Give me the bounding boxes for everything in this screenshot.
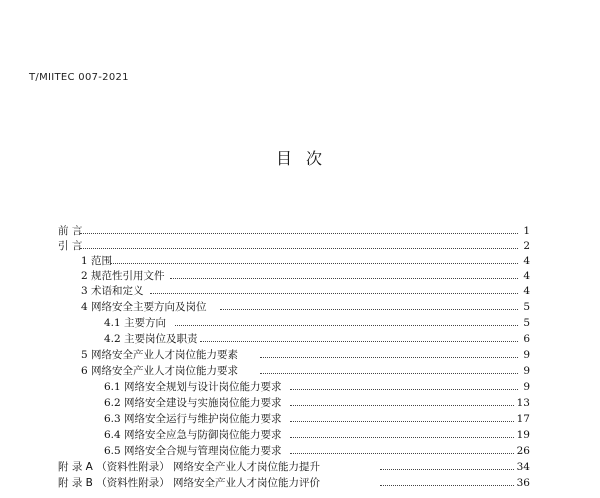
toc-entry-label: 1 范围: [81, 255, 113, 267]
toc-entry-label: 4.1 主要方向: [104, 317, 167, 329]
toc-entry-page: 2: [518, 238, 530, 254]
toc-entry-label: 2 规范性引用文件: [81, 270, 165, 282]
toc-entry-section-6-3[interactable]: [0, 411, 600, 427]
toc-entry-label: 6 网络安全产业人才岗位能力要求: [81, 365, 239, 377]
toc-entry-section-4[interactable]: [0, 299, 600, 315]
toc-entry-page: 19: [516, 429, 530, 441]
toc-leader-dots: [290, 405, 530, 406]
toc-entry-label: 5 网络安全产业人才岗位能力要素: [81, 349, 239, 361]
toc-entry-label: 6.4 网络安全应急与防御岗位能力要求: [104, 429, 282, 441]
toc-entry-section-6-2[interactable]: [0, 395, 600, 411]
toc-entry-page: 4: [518, 268, 530, 284]
toc-entry-page: 26: [516, 445, 530, 457]
toc-leader-dots: [290, 437, 530, 438]
toc-entry-scope[interactable]: [0, 253, 600, 269]
document-id: T/MIITEC 007-2021: [29, 72, 129, 83]
toc-leader-dots: [200, 341, 530, 342]
toc-entry-page: 4: [518, 283, 530, 299]
toc-entry-label: 3 术语和定义: [81, 285, 144, 297]
toc-leader-dots: [110, 263, 530, 264]
toc-leader-dots: [150, 293, 530, 294]
toc-leader-dots: [175, 325, 530, 326]
toc-leader-dots: [170, 278, 530, 279]
toc-entry-section-5[interactable]: [0, 347, 600, 363]
toc-entry-section-6[interactable]: [0, 363, 600, 379]
toc-entry-page: 6: [518, 331, 530, 347]
toc-leader-dots: [80, 248, 530, 249]
toc-entry-label: 6.3 网络安全运行与维护岗位能力要求: [104, 413, 282, 425]
toc-entry-page: 36: [516, 477, 530, 489]
toc-leader-dots: [80, 233, 530, 234]
toc-entry-page: 4: [518, 253, 530, 269]
toc-entry-section-4-2[interactable]: [0, 331, 600, 347]
toc-entry-appendix-b[interactable]: [0, 475, 600, 491]
toc-entry-page: 5: [518, 315, 530, 331]
toc-entry-page: 13: [516, 397, 530, 409]
toc-entry-foreword[interactable]: [0, 223, 600, 239]
toc-entry-label: 前 言: [58, 225, 83, 237]
toc-entry-page: 9: [518, 363, 530, 379]
page-title: 目次: [275, 149, 336, 168]
toc-entry-label: 附 录 B （资料性附录） 网络安全产业人才岗位能力评价: [58, 477, 321, 489]
toc-entry-introduction[interactable]: [0, 238, 600, 254]
toc-entry-normative-references[interactable]: [0, 268, 600, 284]
toc-entry-section-6-1[interactable]: [0, 379, 600, 395]
toc-entry-page: 5: [518, 299, 530, 315]
toc-entry-page: 9: [518, 379, 530, 395]
toc-entry-label: 4.2 主要岗位及职责: [104, 333, 198, 345]
toc-leader-dots: [260, 373, 530, 374]
toc-leader-dots: [220, 309, 530, 310]
toc-entry-section-4-1[interactable]: [0, 315, 600, 331]
toc-entry-page: 9: [518, 347, 530, 363]
toc-entry-section-6-4[interactable]: [0, 427, 600, 443]
toc-entry-label: 附 录 A （资料性附录） 网络安全产业人才岗位能力提升: [58, 461, 321, 473]
toc-leader-dots: [380, 485, 530, 486]
toc-leader-dots: [260, 357, 530, 358]
toc-entry-page: 1: [518, 223, 530, 239]
toc-entry-label: 4 网络安全主要方向及岗位: [81, 301, 207, 313]
toc-leader-dots: [380, 469, 530, 470]
toc-entry-terms[interactable]: [0, 283, 600, 299]
toc-leader-dots: [290, 389, 530, 390]
toc-entry-label: 引 言: [58, 240, 83, 252]
toc-entry-page: 34: [516, 461, 530, 473]
toc-entry-label: 6.2 网络安全建设与实施岗位能力要求: [104, 397, 282, 409]
toc-entry-label: 6.5 网络安全合规与管理岗位能力要求: [104, 445, 282, 457]
toc-entry-page: 17: [516, 413, 530, 425]
toc-entry-appendix-a[interactable]: [0, 459, 600, 475]
toc-entry-section-6-5[interactable]: [0, 443, 600, 459]
toc-leader-dots: [290, 421, 530, 422]
toc-leader-dots: [290, 453, 530, 454]
toc-entry-label: 6.1 网络安全规划与设计岗位能力要求: [104, 381, 282, 393]
